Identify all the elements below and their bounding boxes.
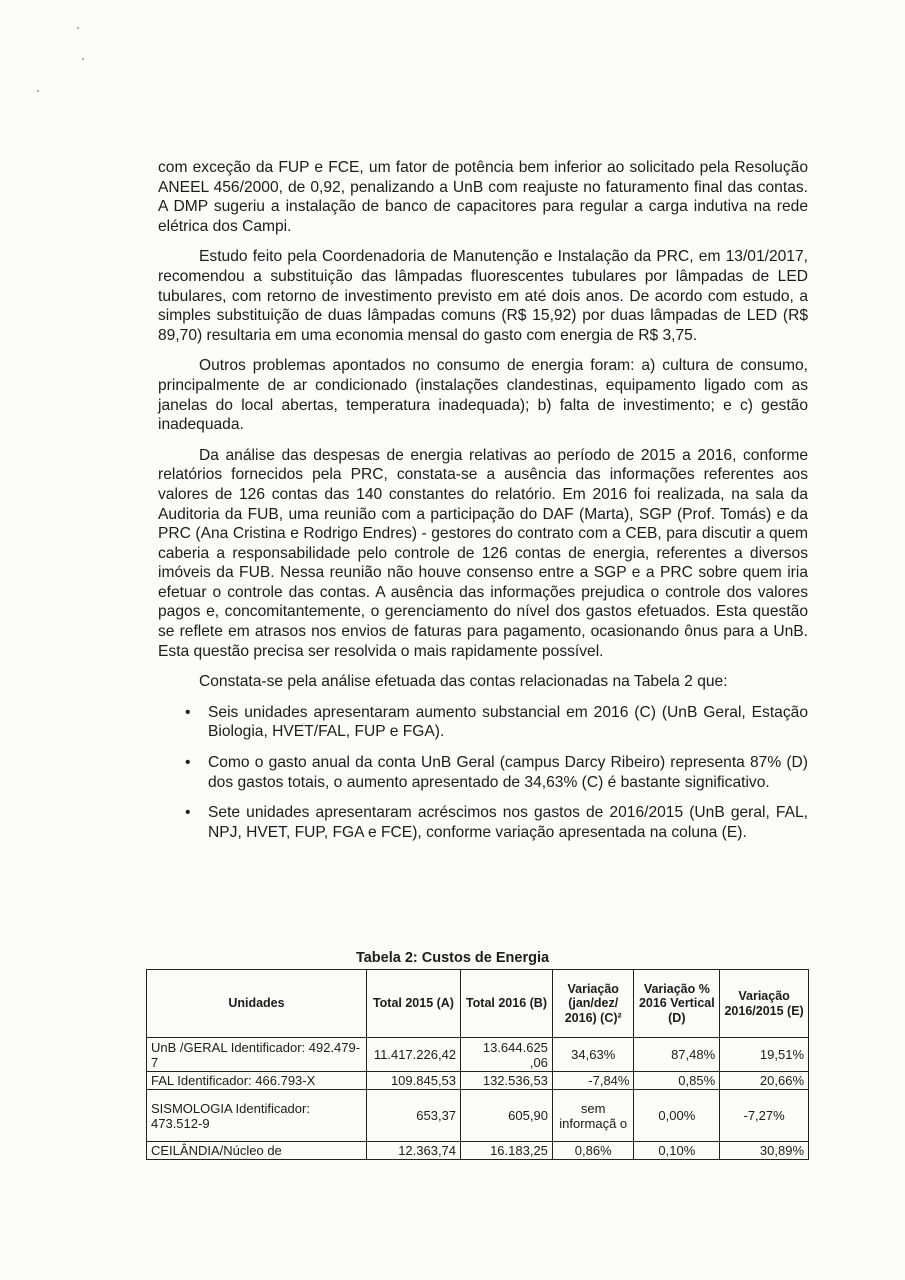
cell-unidade: CEILÂNDIA/Núcleo de	[147, 1142, 367, 1160]
table-caption: Tabela 2: Custos de Energia	[355, 950, 550, 966]
cell-total-2015: 109.845,53	[366, 1072, 460, 1090]
paragraph: Da análise das despesas de energia relativas ao período de 2015 a 2016, conforme relatórios fornecidos pela PRC, constata-se a ausência das informações referentes aos valores de 126 contas das 140 constantes do relatório. Em 2016 foi realizada, na sala da Auditoria da FUB, uma reunião com a participação do DAF (Marta), SGP (Prof. Tomás) e da PRC (Ana Cristina e Rodrigo Endres) - gestores do contrato com a CEB, para discutir a quem caberia a responsabilidade pelo controle de 126 contas de energia, referentes a diversos imóveis da FUB. Nessa reunião não houve consenso entre a SGP e a PRC sobre quem iria efetuar o controle das contas. A ausência das informações prejudica o controle dos valores pagos e, concomitantemente, o gerenciamento do nível dos gastos efetuados. Esta questão se reflete em atrasos nos envios de faturas para pagamento, ocasionando ônus para a UnB. Esta questão precisa ser resolvida o mais rapidamente possível.	[158, 446, 808, 660]
bullet-icon: •	[185, 703, 191, 721]
table-row	[147, 1142, 809, 1160]
header-total-2016: Total 2016 (B)	[461, 970, 553, 1038]
cell-variacao-d: 0,85%	[634, 1072, 720, 1090]
cell-variacao-c: sem informaçã o	[552, 1090, 634, 1142]
table-row	[147, 1090, 809, 1142]
list-item-text: Como o gasto anual da conta UnB Geral (campus Darcy Ribeiro) representa 87% (D) dos gastos totais, o aumento apresentado de 34,63% (C) é bastante significativo.	[208, 754, 808, 791]
scan-speck	[77, 27, 79, 29]
paragraph: Constata-se pela análise efetuada das contas relacionadas na Tabela 2 que:	[199, 673, 728, 691]
bullet-icon: •	[185, 754, 191, 772]
cell-total-2016: 13.644.625 ,06	[461, 1038, 553, 1072]
table-header-row	[147, 970, 809, 1038]
list-item-text: Seis unidades apresentaram aumento substancial em 2016 (C) (UnB Geral, Estação Biologia, HVET/FAL, FUP e FGA).	[208, 703, 808, 741]
cell-total-2016: 605,90	[461, 1090, 553, 1142]
table-row	[147, 1072, 809, 1090]
paragraph: Outros problemas apontados no consumo de energia foram: a) cultura de consumo, principalmente de ar condicionado (instalações clandestinas, equipamento ligado com as janelas do local abertas, temperatura inadequada); b) falta de investimento; e c) gestão inadequada.	[158, 357, 808, 434]
table-row	[147, 1038, 809, 1072]
cell-variacao-c: 34,63%	[552, 1038, 634, 1072]
header-variacao-c: Variação (jan/dez/ 2016) (C)²	[552, 970, 634, 1038]
cell-variacao-d: 0,00%	[634, 1090, 720, 1142]
cell-variacao-d: 0,10%	[634, 1142, 720, 1160]
findings-list	[158, 703, 808, 843]
list-item	[158, 753, 808, 792]
header-variacao-d: Variação % 2016 Vertical (D)	[634, 970, 720, 1038]
document-body	[158, 158, 808, 842]
scan-speck	[37, 90, 39, 92]
cell-total-2015: 11.417.226,42	[366, 1038, 460, 1072]
cell-unidade: SISMOLOGIA Identificador: 473.512-9	[147, 1090, 367, 1142]
header-unidades: Unidades	[147, 970, 367, 1038]
paragraph: com exceção da FUP e FCE, um fator de potência bem inferior ao solicitado pela Resolução ANEEL 456/2000, de 0,92, penalizando a UnB com reajuste no faturamento final das contas. A DMP sugeriu a instalação de banco de capacitores para regular a carga indutiva na rede elétrica dos Campi.	[158, 159, 808, 235]
bullet-icon: •	[185, 804, 191, 822]
list-item	[158, 703, 808, 742]
cell-variacao-e: 30,89%	[720, 1142, 809, 1160]
cell-unidade: FAL Identificador: 466.793-X	[147, 1072, 367, 1090]
cell-variacao-e: 19,51%	[720, 1038, 809, 1072]
cell-total-2015: 12.363,74	[366, 1142, 460, 1160]
cell-unidade: UnB /GERAL Identificador: 492.479-7	[147, 1038, 367, 1072]
cell-variacao-d: 87,48%	[634, 1038, 720, 1072]
cell-total-2015: 653,37	[366, 1090, 460, 1142]
list-item-text: Sete unidades apresentaram acréscimos nos gastos de 2016/2015 (UnB geral, FAL, NPJ, HVET, FUP, FGA e FCE), conforme variação apresentada na coluna (E).	[208, 804, 808, 841]
cell-variacao-e: -7,27%	[720, 1090, 809, 1142]
list-item	[158, 803, 808, 842]
cell-total-2016: 132.536,53	[461, 1072, 553, 1090]
scan-speck	[82, 58, 84, 60]
cell-total-2016: 16.183,25	[461, 1142, 553, 1160]
cell-variacao-e: 20,66%	[720, 1072, 809, 1090]
paragraph: Estudo feito pela Coordenadoria de Manutenção e Instalação da PRC, em 13/01/2017, recomendou a substituição das lâmpadas fluorescentes tubulares por lâmpadas de LED tubulares, com retorno de investimento previsto em até dois anos. De acordo com estudo, a simples substituição de duas lâmpadas comuns (R$ 15,92) por duas lâmpadas de LED (R$ 89,70) resultaria em uma economia mensal do gasto com energia de R$ 3,75.	[158, 248, 808, 344]
energy-costs-table	[146, 969, 809, 1160]
cell-variacao-c: 0,86%	[552, 1142, 634, 1160]
cell-variacao-c: -7,84%	[552, 1072, 634, 1090]
header-total-2015: Total 2015 (A)	[366, 970, 460, 1038]
header-variacao-e: Variação 2016/2015 (E)	[720, 970, 809, 1038]
